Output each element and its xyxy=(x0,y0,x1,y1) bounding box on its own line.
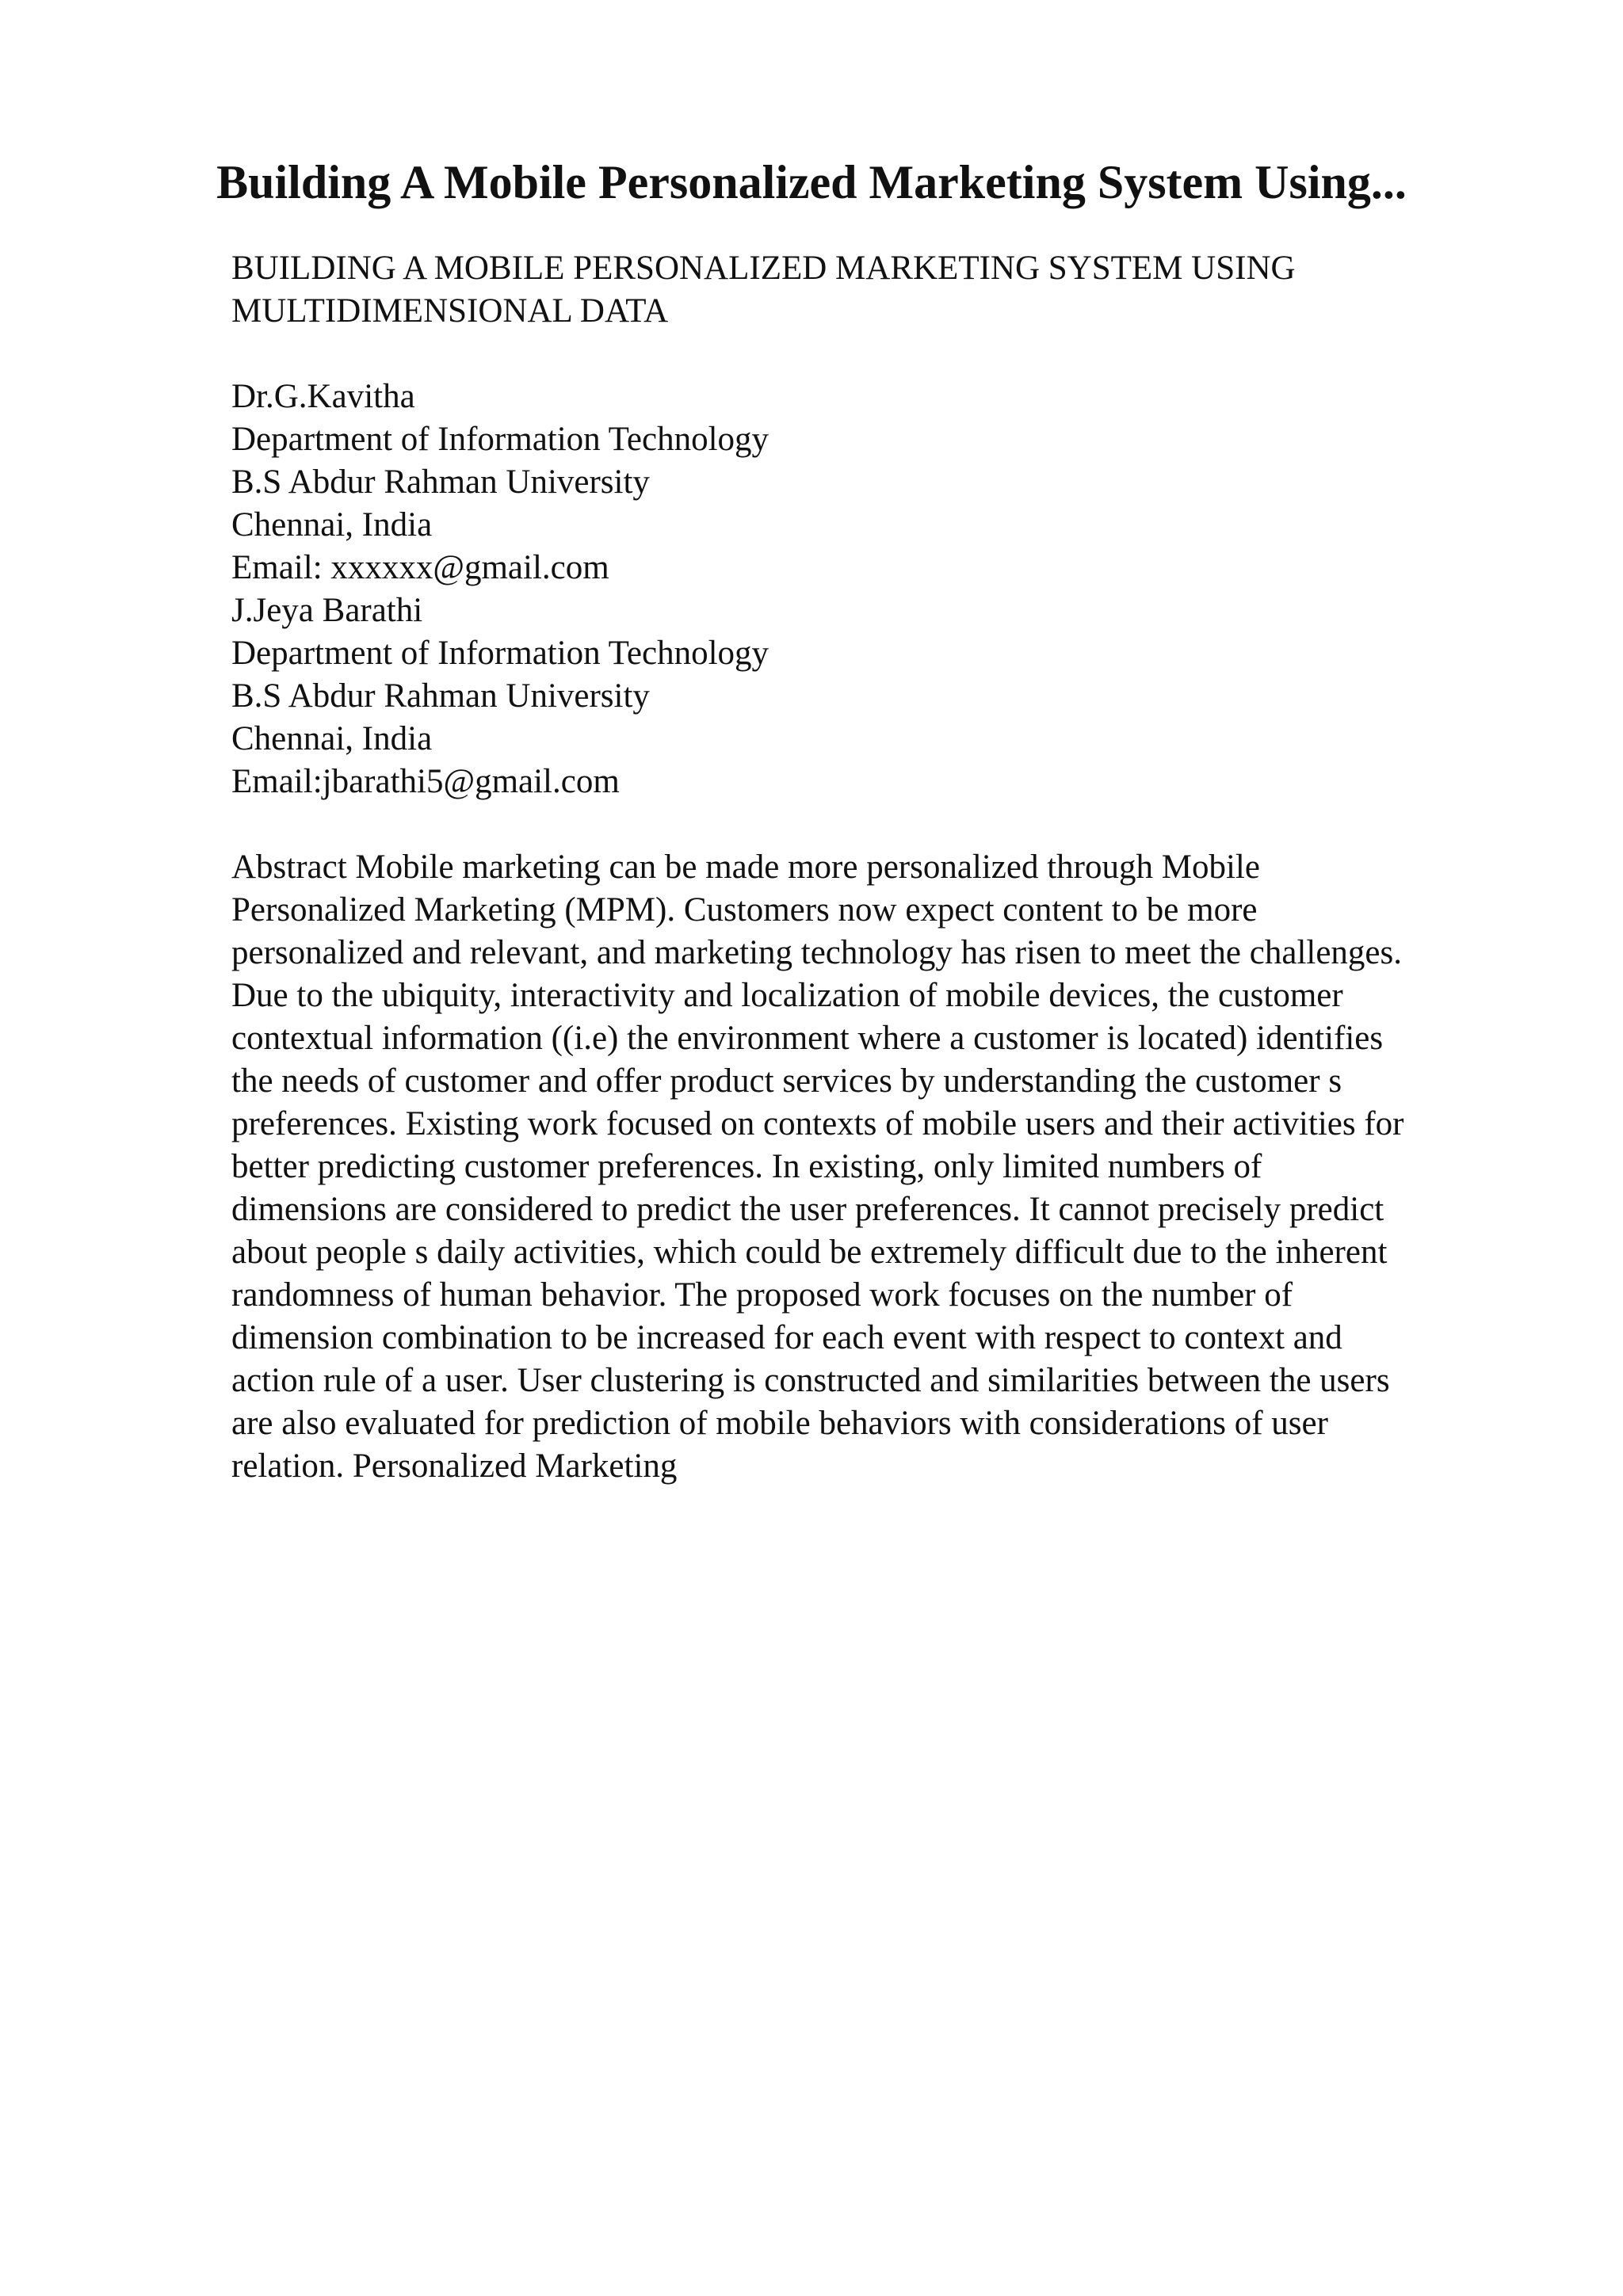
abstract-paragraph xyxy=(231,846,1531,1488)
author-department: Department of Information Technology xyxy=(231,635,769,672)
author-university: B.S Abdur Rahman University xyxy=(231,463,650,501)
author-block xyxy=(231,376,1531,803)
author-location: Chennai, India xyxy=(231,506,433,543)
abstract-line: personalized and relevant, and marketing technology has risen to meet the challenges. xyxy=(231,934,1402,971)
author-name: Dr.G.Kavitha xyxy=(231,378,415,415)
paper-subtitle xyxy=(231,247,1531,333)
subtitle-line: MULTIDIMENSIONAL DATA xyxy=(231,292,669,330)
author-department: Department of Information Technology xyxy=(231,421,769,458)
abstract-line: Due to the ubiquity, interactivity and localization of mobile devices, the customer xyxy=(231,977,1343,1014)
abstract-line: randomness of human behavior. The proposed work focuses on the number of xyxy=(231,1276,1293,1314)
abstract-line: Abstract Mobile marketing can be made more personalized through Mobile xyxy=(231,849,1260,886)
author-name: J.Jeya Barathi xyxy=(231,592,423,629)
abstract-line: dimension combination to be increased for each event with respect to context and xyxy=(231,1319,1342,1356)
author-email: Email: xxxxxx@gmail.com xyxy=(231,549,609,586)
author-email: Email:jbarathi5@gmail.com xyxy=(231,763,620,800)
document-body xyxy=(231,247,1531,1488)
abstract-line: about people s daily activities, which could be extremely difficult due to the inherent xyxy=(231,1234,1388,1271)
abstract-line: action rule of a user. User clustering is constructed and similarities between the users xyxy=(231,1362,1390,1399)
page-title: Building A Mobile Personalized Marketing System Using... xyxy=(216,156,1407,208)
author-location: Chennai, India xyxy=(231,720,433,757)
subtitle-line: BUILDING A MOBILE PERSONALIZED MARKETING SYSTEM USING xyxy=(231,250,1296,287)
author-university: B.S Abdur Rahman University xyxy=(231,677,650,715)
abstract-line: contextual information ((i.e) the environment where a customer is located) identifies xyxy=(231,1020,1384,1057)
abstract-line: are also evaluated for prediction of mobile behaviors with considerations of user xyxy=(231,1405,1328,1442)
abstract-line: better predicting customer preferences. In existing, only limited numbers of xyxy=(231,1148,1262,1185)
abstract-line: relation. Personalized Marketing xyxy=(231,1447,678,1485)
abstract-line: dimensions are considered to predict the user preferences. It cannot precisely predict xyxy=(231,1191,1384,1228)
abstract-line: the needs of customer and offer product services by understanding the customer s xyxy=(231,1062,1342,1100)
abstract-line: preferences. Existing work focused on contexts of mobile users and their activities for xyxy=(231,1105,1404,1142)
abstract-line: Personalized Marketing (MPM). Customers now expect content to be more xyxy=(231,891,1258,929)
